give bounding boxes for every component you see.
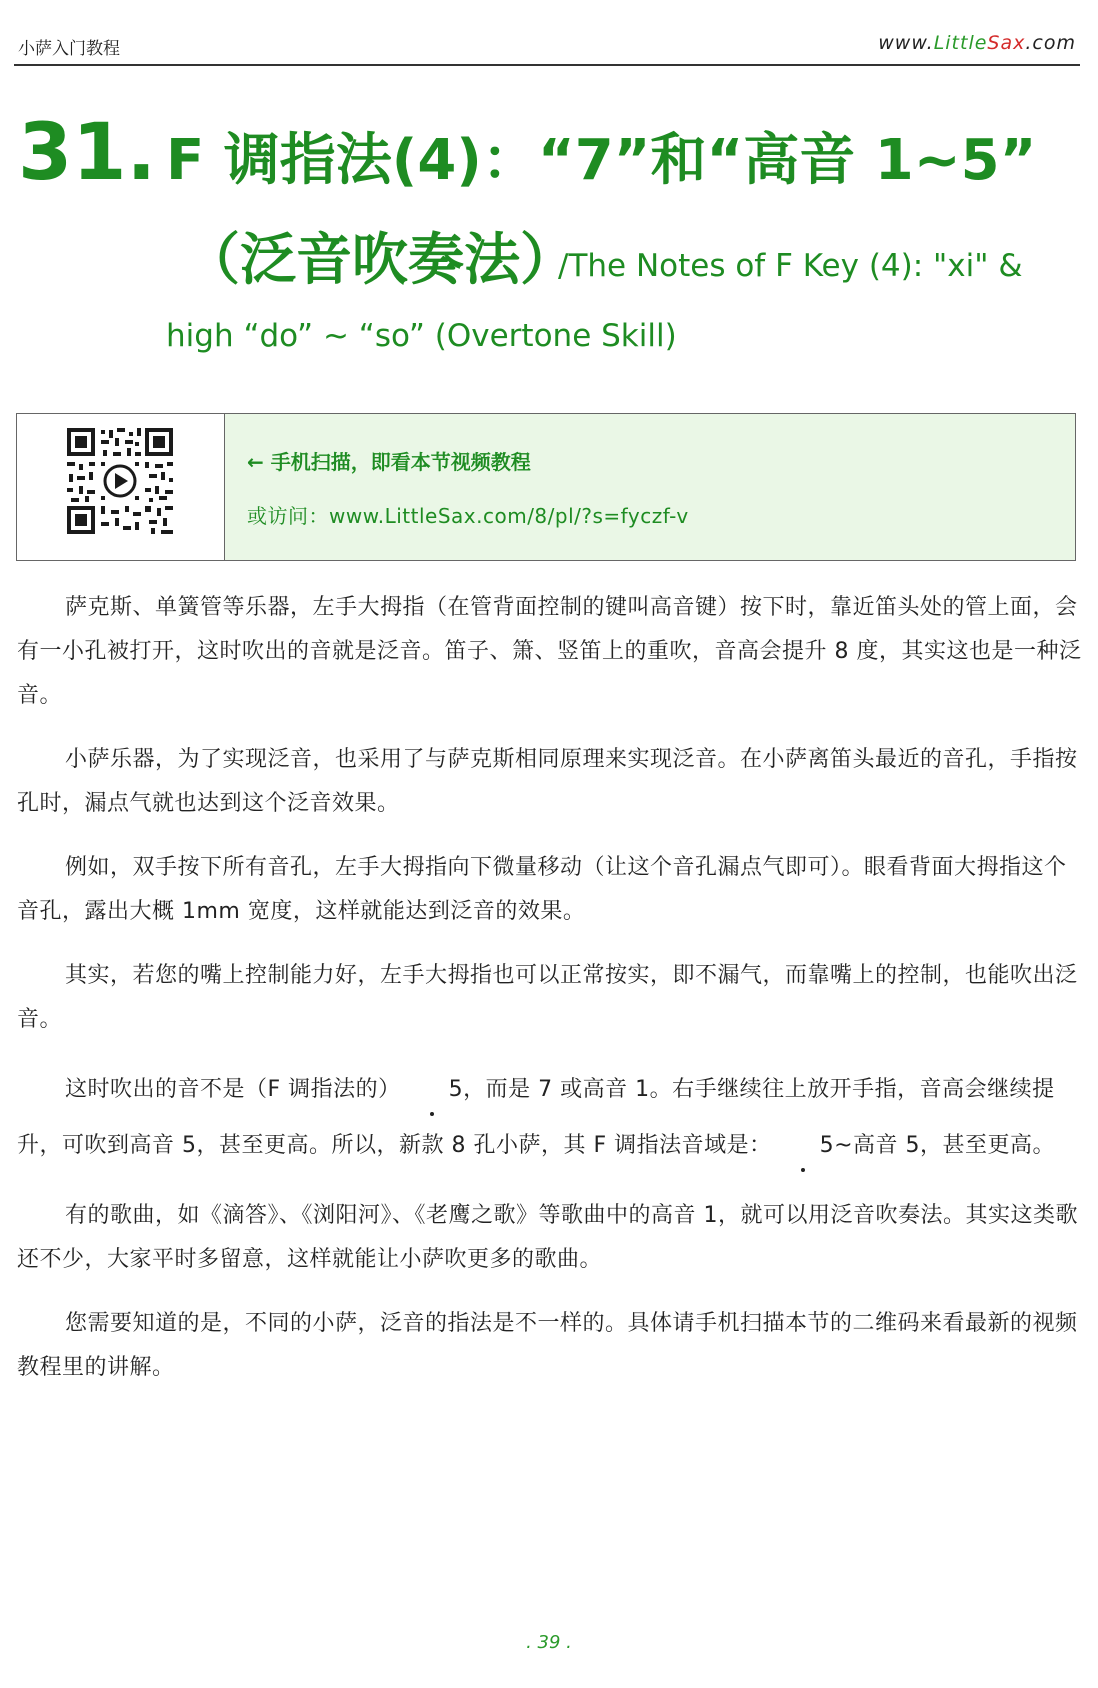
paragraph-3: 例如，双手按下所有音孔，左手大拇指向下微量移动（让这个音孔漏点气即可）。眼看背面大拇指这个音孔，露出大概 1mm 宽度，这样就能达到泛音的效果。 — [17, 855, 1067, 924]
website-sax: Sax — [987, 32, 1026, 54]
paragraph-5-part-a: 这时吹出的音不是（F 调指法的） — [65, 1077, 401, 1102]
chapter-number: 31. — [18, 108, 157, 198]
page-header — [14, 30, 1080, 66]
paragraph-5 — [17, 1062, 1082, 1174]
video-url[interactable]: 或访问：www.LittleSax.com/8/pl/?s=fyczf-v — [247, 504, 689, 528]
chapter-title-english-1: /The Notes of F Key (4): "xi" & — [558, 248, 1023, 284]
low-note-5: 5 — [401, 1062, 464, 1118]
website-little: Little — [933, 32, 988, 54]
low-note-5-range: 5 — [772, 1118, 835, 1174]
video-tutorial-panel — [16, 413, 1076, 561]
paragraph-7: 您需要知道的是，不同的小萨，泛音的指法是不一样的。具体请手机扫描本节的二维码来看最新的视频教程里的讲解。 — [17, 1311, 1078, 1380]
paragraph-4: 其实，若您的嘴上控制能力好，左手大拇指也可以正常按实，即不漏气，而靠嘴上的控制，也能吹出泛音。 — [17, 963, 1078, 1032]
qr-code-icon[interactable] — [65, 426, 175, 536]
left-arrow-icon: ← — [247, 450, 264, 474]
book-title: 小萨入门教程 — [18, 39, 120, 59]
paragraph-5-part-c: ~高音 5，甚至更高。 — [834, 1133, 1056, 1158]
chapter-title-main: F 调指法(4)：“7”和“高音 1~5” — [166, 128, 1037, 193]
website-prefix: www. — [878, 32, 934, 54]
paragraph-1: 萨克斯、单簧管等乐器，左手大拇指（在管背面控制的键叫高音键）按下时，靠近笛头处的管上面，会有一小孔被打开，这时吹出的音就是泛音。笛子、箫、竖笛上的重吹，音高会提升 8 度，其实这也是一种泛音。 — [17, 595, 1082, 708]
paragraph-5-part-b: ，而是 7 或高音 1。右手继续往上放开手指，音高会继续提升，可吹到高音 5，甚至更高。所以，新款 8 孔小萨，其 F 调指法音域是： — [17, 1077, 1055, 1158]
paragraph-6: 有的歌曲，如《滴答》、《浏阳河》、《老鹰之歌》等歌曲中的高音 1，就可以用泛音吹奏法。其实这类歌还不少，大家平时多留意，这样就能让小萨吹更多的歌曲。 — [17, 1203, 1078, 1272]
qr-instruction — [247, 446, 531, 475]
page-number: . 39 . — [526, 1632, 572, 1653]
paragraph-2: 小萨乐器，为了实现泛音，也采用了与萨克斯相同原理来实现泛音。在小萨离笛头最近的音孔，手指按孔时，漏点气就也达到这个泛音效果。 — [17, 747, 1078, 816]
article-body — [17, 586, 1082, 1410]
website-link[interactable] — [878, 32, 1076, 54]
qr-instruction-text: 手机扫描，即看本节视频教程 — [270, 450, 531, 474]
chapter-title-sub: （泛音吹奏法） — [184, 228, 576, 293]
chapter-title-english-2: high “do” ~ “so” (Overtone Skill) — [166, 318, 677, 354]
qr-code-cell — [17, 414, 225, 560]
website-suffix: .com — [1025, 32, 1076, 54]
